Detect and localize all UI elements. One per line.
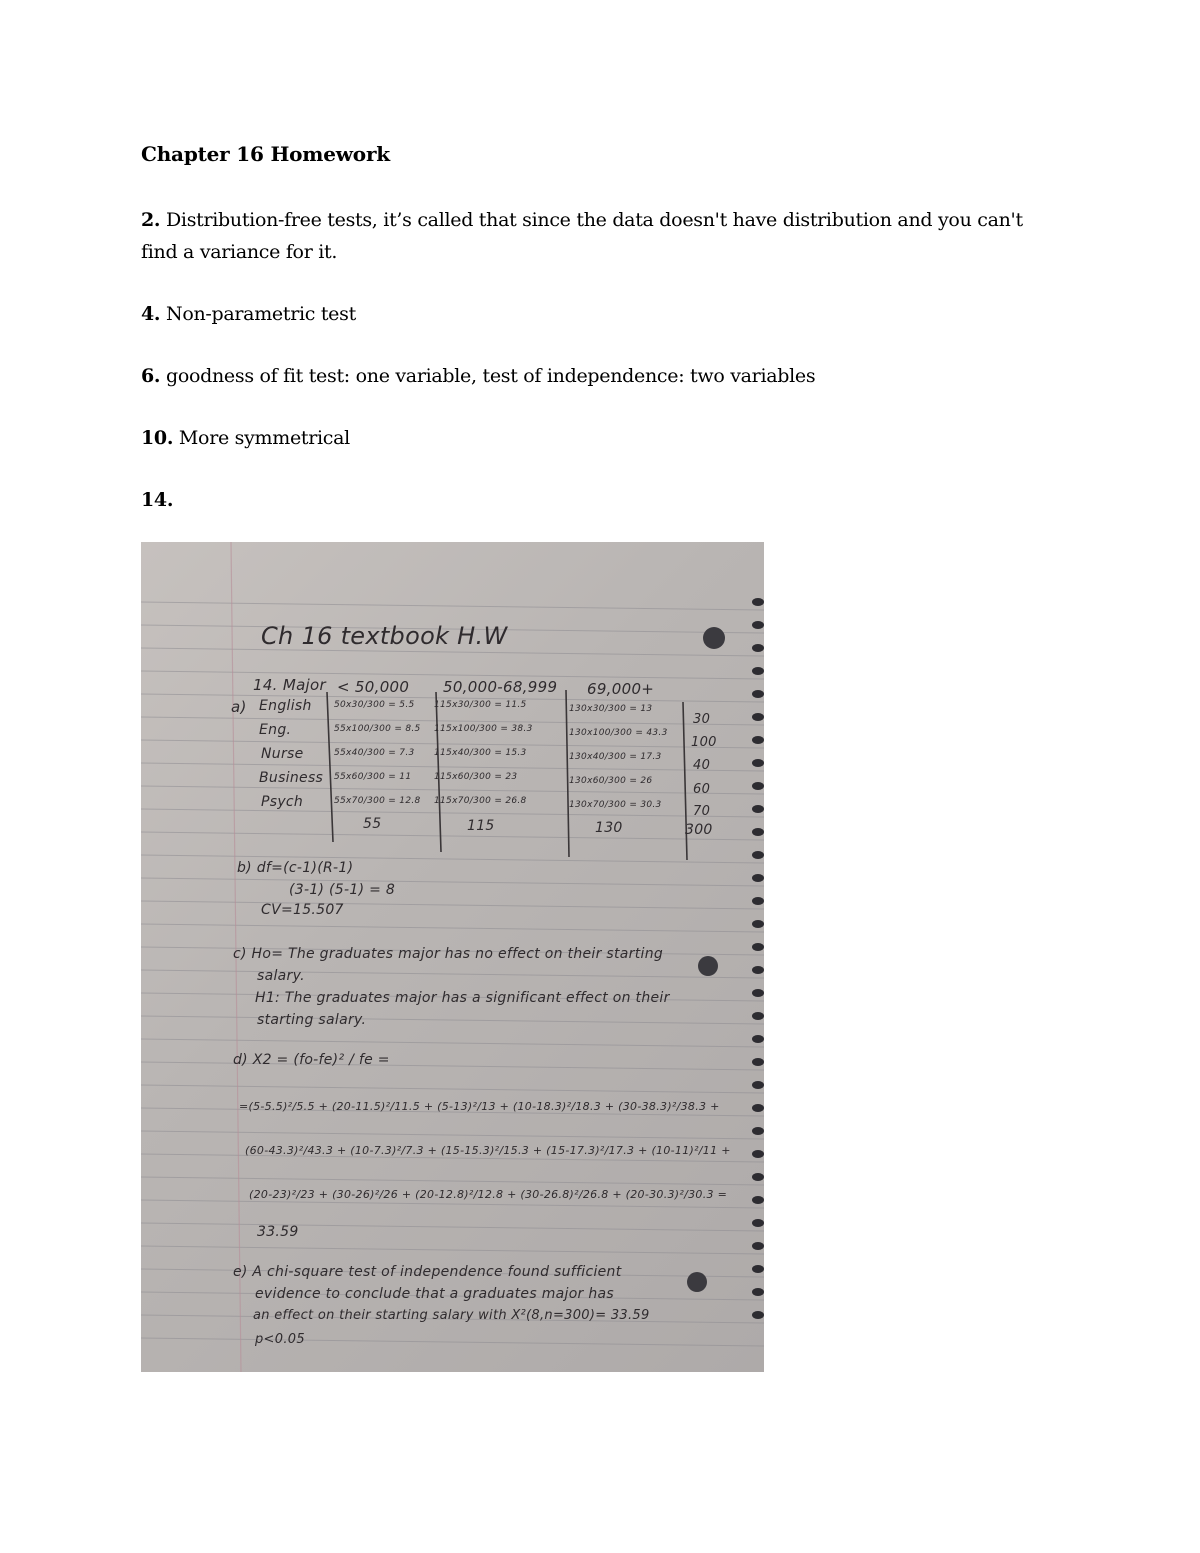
part-b-line: CV=15.507 <box>261 902 344 918</box>
column-header: 69,000+ <box>587 680 655 698</box>
part-d-line: d) X2 = (fo-fe)² / fe = <box>233 1052 390 1068</box>
table-cell: 115x30/300 = 11.5 <box>434 700 527 710</box>
answer-14 <box>141 484 1041 516</box>
table-row-total: 60 <box>693 782 711 797</box>
part-c-line: starting salary. <box>257 1012 367 1028</box>
answer-number: 14. <box>141 489 174 511</box>
part-a-label: a) <box>231 698 247 716</box>
table-row-total: 30 <box>693 712 711 727</box>
part-d-line: 33.59 <box>257 1224 299 1240</box>
answer-number: 6. <box>141 365 161 387</box>
column-total: 115 <box>467 818 495 834</box>
answer-number: 10. <box>141 427 174 449</box>
answer-2 <box>141 204 1041 268</box>
table-cell: 115x60/300 = 23 <box>434 772 518 782</box>
column-header: 50,000-68,999 <box>443 678 558 696</box>
part-d-line: (60-43.3)²/43.3 + (10-7.3)²/7.3 + (15-15.3)²/15.3 + (15-17.3)²/17.3 + (10-11)²/11 + <box>245 1144 731 1157</box>
table-cell: 130x60/300 = 26 <box>569 776 653 786</box>
answer-number: 4. <box>141 303 161 325</box>
page-title: Chapter 16 Homework <box>141 142 390 166</box>
table-row-major: Business <box>259 770 324 786</box>
part-d-line: (20-23)²/23 + (30-26)²/26 + (20-12.8)²/12.8 + (30-26.8)²/26.8 + (20-30.3)²/30.3 = <box>249 1188 728 1201</box>
table-cell: 55x40/300 = 7.3 <box>334 748 415 758</box>
table-cell: 50x30/300 = 5.5 <box>334 700 415 710</box>
notebook-photo <box>141 542 764 1372</box>
table-cell: 130x100/300 = 43.3 <box>569 728 668 738</box>
part-d-line: =(5-5.5)²/5.5 + (20-11.5)²/11.5 + (5-13)²/13 + (10-18.3)²/18.3 + (30-38.3)²/38.3 + <box>239 1100 720 1113</box>
table-row-total: 70 <box>693 804 711 819</box>
table-row-major: Psych <box>261 794 304 810</box>
part-e-line: e) A chi-square test of independence found sufficient <box>233 1264 622 1280</box>
table-row-total: 100 <box>691 735 717 750</box>
part-e-line: evidence to conclude that a graduates major has <box>255 1286 615 1302</box>
answer-text: More symmetrical <box>173 427 350 449</box>
table-cell: 130x70/300 = 30.3 <box>569 800 662 810</box>
notebook-heading: Ch 16 textbook H.W <box>261 622 508 650</box>
part-c-line: c) Ho= The graduates major has no effect on their starting <box>233 946 664 962</box>
answer-10 <box>141 422 1041 454</box>
answer-number: 2. <box>141 209 161 231</box>
table-cell: 115x70/300 = 26.8 <box>434 796 527 806</box>
table-cell: 130x40/300 = 17.3 <box>569 752 662 762</box>
column-total: 300 <box>685 822 713 838</box>
column-header: < 50,000 <box>337 678 410 696</box>
part-c-line: H1: The graduates major has a significant effect on their <box>255 990 670 1006</box>
part-b-line: (3-1) (5-1) = 8 <box>289 882 396 898</box>
table-cell: 55x100/300 = 8.5 <box>334 724 421 734</box>
table-row-major: Eng. <box>259 722 292 738</box>
answer-text: Distribution-free tests, it’s called that since the data doesn't have distribution and you can't find a variance for it. <box>141 209 1023 263</box>
answer-text: Non-parametric test <box>160 303 356 325</box>
answer-text: goodness of fit test: one variable, test of independence: two variables <box>160 365 816 387</box>
table-label: 14. Major <box>253 676 326 694</box>
answer-6 <box>141 360 1041 392</box>
column-total: 55 <box>363 816 382 832</box>
table-cell: 130x30/300 = 13 <box>569 704 653 714</box>
part-e-line: an effect on their starting salary with X²(8,n=300)= 33.59 <box>253 1308 650 1323</box>
part-b-line: b) df=(c-1)(R-1) <box>237 860 354 876</box>
table-row-major: Nurse <box>261 746 304 762</box>
table-cell: 115x100/300 = 38.3 <box>434 724 533 734</box>
table-cell: 55x70/300 = 12.8 <box>334 796 421 806</box>
part-c-line: salary. <box>257 968 305 984</box>
answer-4 <box>141 298 1041 330</box>
part-e-line: p<0.05 <box>255 1332 305 1347</box>
table-row-total: 40 <box>693 758 711 773</box>
table-cell: 115x40/300 = 15.3 <box>434 748 527 758</box>
table-cell: 55x60/300 = 11 <box>334 772 412 782</box>
table-row-major: English <box>259 698 312 714</box>
column-total: 130 <box>595 820 623 836</box>
